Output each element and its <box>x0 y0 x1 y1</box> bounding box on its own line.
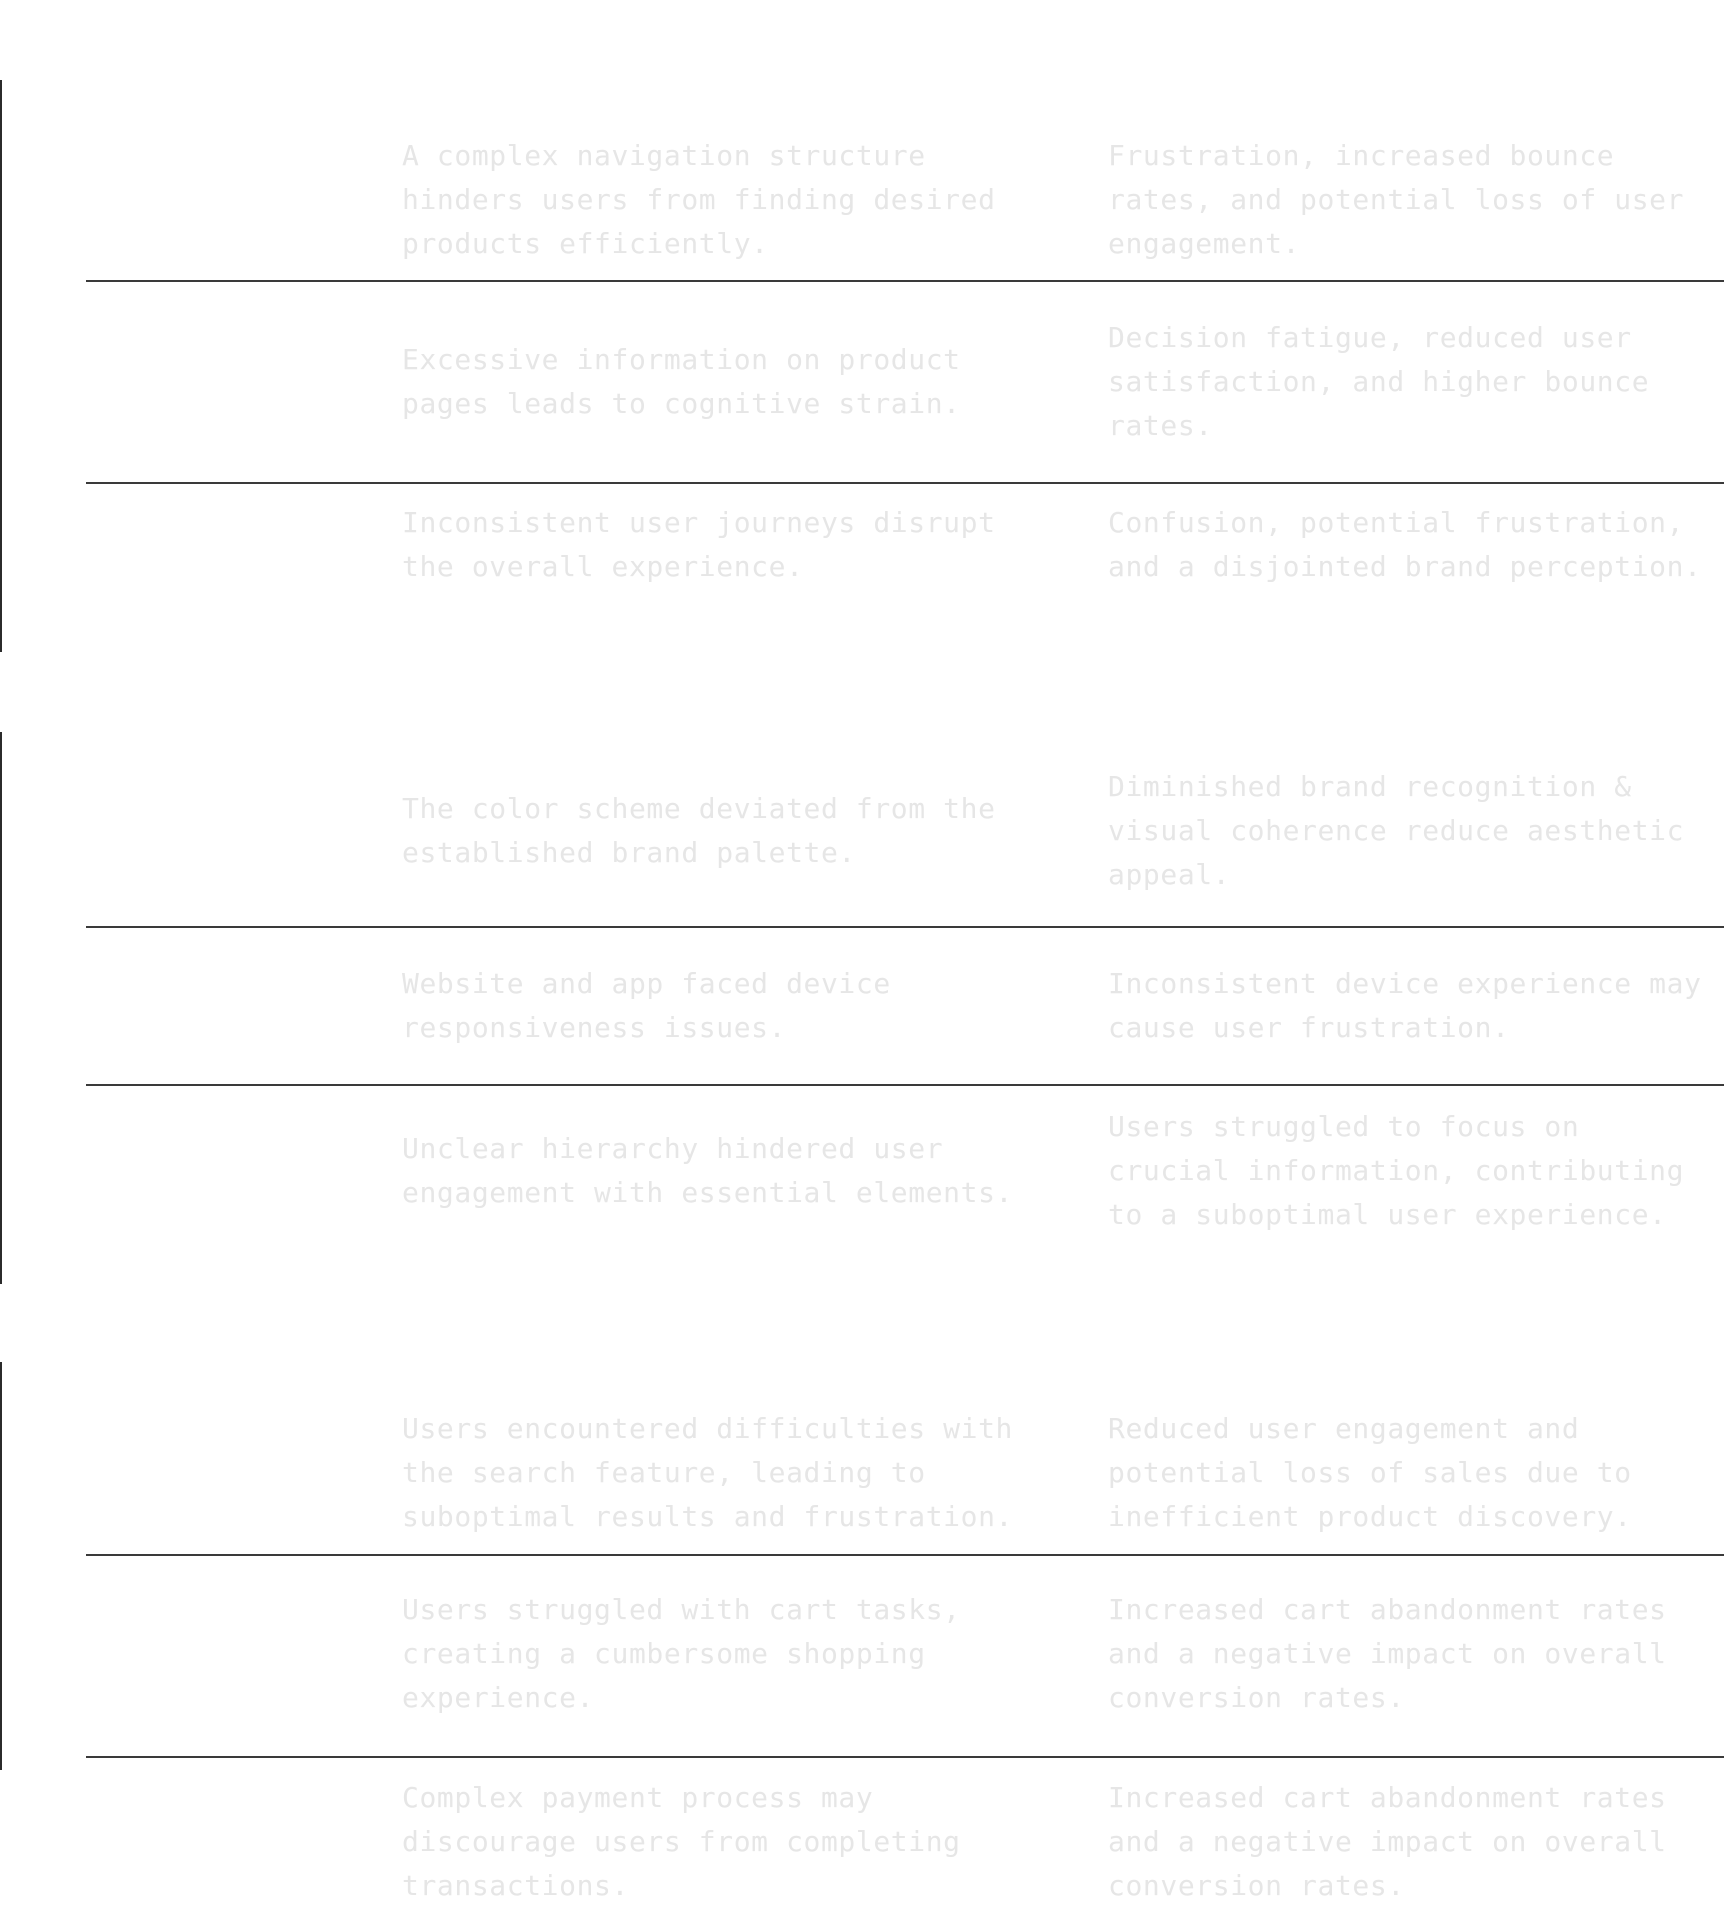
issue-text: Excessive information on product pages leads to cognitive strain. <box>402 343 961 420</box>
row-divider <box>86 1554 1724 1556</box>
impact-text: Reduced user engagement and potential loss of sales due to inefficient product discovery. <box>1108 1412 1632 1533</box>
issue-text: Users encountered difficulties with the search feature, leading to suboptimal results and frustration. <box>402 1412 1014 1533</box>
issue-group-3 <box>0 1362 1724 1924</box>
table-row <box>0 120 1724 280</box>
table-row <box>0 756 1724 906</box>
table-row <box>0 1558 1724 1750</box>
issue-text: Users struggled with cart tasks, creating a cumbersome shopping experience. <box>402 1593 961 1714</box>
table-row <box>0 1086 1724 1256</box>
table-row <box>0 1398 1724 1548</box>
row-divider <box>86 482 1724 484</box>
table-row <box>0 282 1724 482</box>
issue-text: A complex navigation structure hinders users from finding desired products efficiently. <box>402 139 996 260</box>
issue-group-2 <box>0 732 1724 1284</box>
impact-text: Inconsistent device experience may cause user frustration. <box>1108 967 1702 1044</box>
issue-text: Website and app faced device responsiveness issues. <box>402 967 891 1044</box>
issue-text: Unclear hierarchy hindered user engagement with essential elements. <box>402 1132 1014 1209</box>
impact-text: Users struggled to focus on crucial information, contributing to a suboptimal user experience. <box>1108 1110 1685 1231</box>
impact-text: Diminished brand recognition & visual coherence reduce aesthetic appeal. <box>1108 770 1685 891</box>
row-divider <box>86 1756 1724 1758</box>
impact-text: Increased cart abandonment rates and a negative impact on overall conversion rates. <box>1108 1593 1667 1714</box>
impact-text: Increased cart abandonment rates and a negative impact on overall conversion rates. <box>1108 1781 1667 1902</box>
table-row <box>0 490 1724 600</box>
impact-text: Decision fatigue, reduced user satisfaction, and higher bounce rates. <box>1108 321 1650 442</box>
issue-text: The color scheme deviated from the established brand palette. <box>402 792 996 869</box>
impact-text: Confusion, potential frustration, and a disjointed brand perception. <box>1108 506 1702 583</box>
table-row <box>0 928 1724 1084</box>
issue-text: Complex payment process may discourage users from completing transactions. <box>402 1781 961 1902</box>
table-row <box>0 1760 1724 1924</box>
impact-text: Frustration, increased bounce rates, and potential loss of user engagement. <box>1108 139 1685 260</box>
issue-group-1 <box>0 80 1724 652</box>
issue-text: Inconsistent user journeys disrupt the overall experience. <box>402 506 996 583</box>
